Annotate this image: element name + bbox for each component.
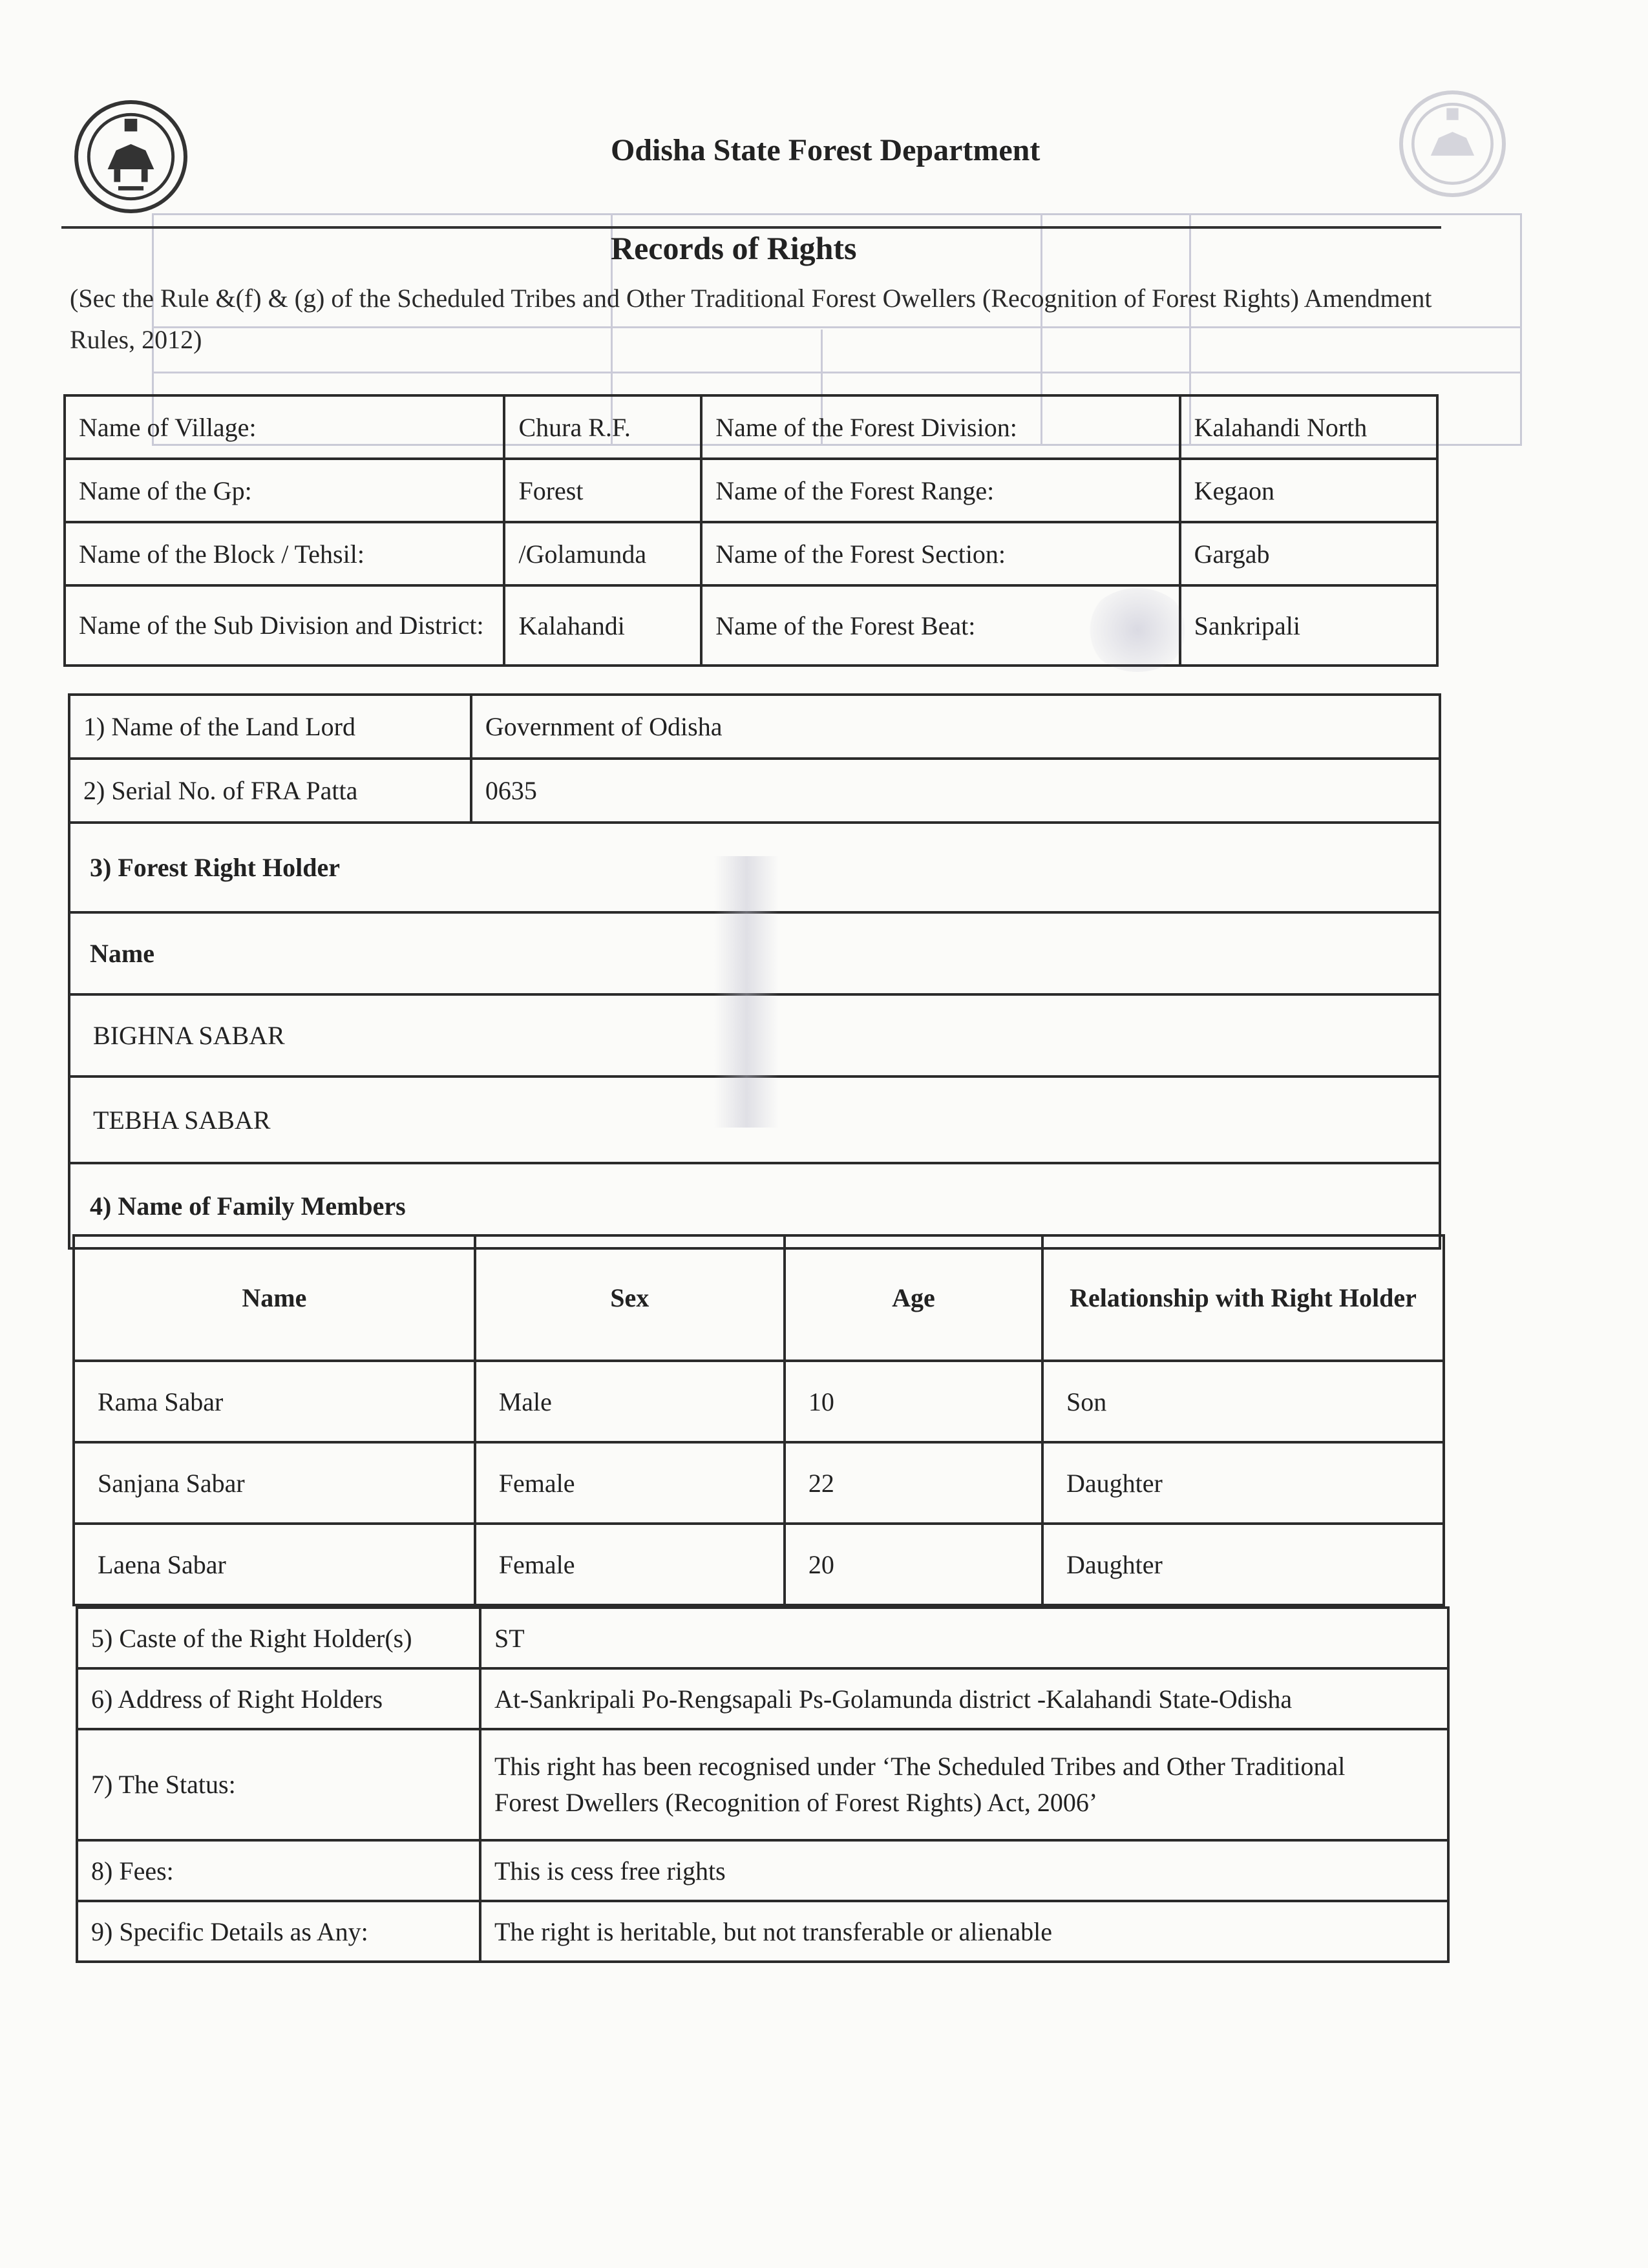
member-age: 10 [785, 1361, 1042, 1442]
status-label: 7) The Status: [77, 1729, 480, 1840]
column-header-name: Name [74, 1235, 475, 1361]
holder-name: TEBHA SABAR [69, 1076, 1440, 1163]
table-row [77, 1608, 1448, 1668]
caste-value: ST [480, 1608, 1448, 1668]
table-row [74, 1442, 1444, 1524]
family-members-table [72, 1234, 1445, 1606]
holder-name: BIGHNA SABAR [69, 994, 1440, 1076]
location-table [63, 394, 1439, 667]
member-sex: Female [475, 1524, 785, 1605]
forest-beat-value: Sankripali [1180, 585, 1437, 666]
department-title: Odisha State Forest Department [611, 133, 1041, 167]
table-row [77, 1840, 1448, 1901]
caste-label: 5) Caste of the Right Holder(s) [77, 1608, 480, 1668]
forest-right-holder-heading: 3) Forest Right Holder [69, 823, 1440, 912]
table-row [69, 695, 1440, 759]
sub-division-value: Kalahandi [504, 585, 701, 666]
details-table [76, 1606, 1450, 1963]
table-row [77, 1729, 1448, 1840]
table-row [74, 1524, 1444, 1605]
gp-value: Forest [504, 459, 701, 522]
records-title: Records of Rights [611, 230, 857, 266]
table-row [65, 585, 1437, 666]
gp-label: Name of the Gp: [65, 459, 504, 522]
status-value [480, 1729, 1448, 1840]
table-row [65, 459, 1437, 522]
table-row [77, 1901, 1448, 1962]
ink-stamp-mark [1086, 588, 1189, 672]
land-lord-value: Government of Odisha [471, 695, 1440, 759]
forest-range-label: Name of the Forest Range: [701, 459, 1179, 522]
member-relationship: Daughter [1042, 1524, 1444, 1605]
member-age: 20 [785, 1524, 1042, 1605]
table-row [65, 522, 1437, 585]
member-relationship: Daughter [1042, 1442, 1444, 1524]
specific-details-value: The right is heritable, but not transferable or alienable [480, 1901, 1448, 1962]
specific-details-label: 9) Specific Details as Any: [77, 1901, 480, 1962]
table-header-row [74, 1235, 1444, 1361]
sub-division-label: Name of the Sub Division and District: [65, 585, 504, 666]
table-row [65, 395, 1437, 459]
land-lord-label: 1) Name of the Land Lord [69, 695, 471, 759]
show-through-line [152, 372, 1522, 373]
member-name: Rama Sabar [74, 1361, 475, 1442]
forest-range-value: Kegaon [1180, 459, 1437, 522]
table-row [74, 1361, 1444, 1442]
member-relationship: Son [1042, 1361, 1444, 1442]
member-sex: Female [475, 1442, 785, 1524]
address-label: 6) Address of Right Holders [77, 1668, 480, 1729]
member-sex: Male [475, 1361, 785, 1442]
table-row [77, 1668, 1448, 1729]
faint-emblem-icon [1399, 90, 1506, 197]
name-heading: Name [69, 912, 1440, 994]
forest-section-label: Name of the Forest Section: [701, 522, 1179, 585]
forest-division-value: Kalahandi North [1180, 395, 1437, 459]
block-value: /Golamunda [504, 522, 701, 585]
scan-smudge [714, 856, 779, 1128]
column-header-relationship: Relationship with Right Holder [1042, 1235, 1444, 1361]
forest-beat-label: Name of the Forest Beat: [701, 585, 1179, 666]
member-name: Laena Sabar [74, 1524, 475, 1605]
column-header-age: Age [785, 1235, 1042, 1361]
odisha-emblem-icon [74, 100, 187, 213]
fees-value: This is cess free rights [480, 1840, 1448, 1901]
village-label: Name of Village: [65, 395, 504, 459]
status-line: This right has been recognised under ‘The Scheduled Tribes and Other Traditional [494, 1752, 1346, 1781]
member-age: 22 [785, 1442, 1042, 1524]
member-name: Sanjana Sabar [74, 1442, 475, 1524]
block-label: Name of the Block / Tehsil: [65, 522, 504, 585]
village-value: Chura R.F. [504, 395, 701, 459]
forest-section-value: Gargab [1180, 522, 1437, 585]
status-line: Forest Dwellers (Recognition of Forest Rights) Act, 2006’ [494, 1788, 1098, 1817]
fees-label: 8) Fees: [77, 1840, 480, 1901]
family-members-heading: 4) Name of Family Members [69, 1163, 1440, 1248]
address-value: At-Sankripali Po-Rengsapali Ps-Golamunda district -Kalahandi State-Odisha [480, 1668, 1448, 1729]
header-divider [61, 226, 1441, 229]
table-row [69, 759, 1440, 823]
rule-reference: (Sec the Rule &(f) & (g) of the Scheduled Tribes and Other Traditional Forest Owellers (Recognition of Forest Rights) Amendment Rules, 2012) [70, 284, 1432, 354]
serial-label: 2) Serial No. of FRA Patta [69, 759, 471, 823]
forest-division-label: Name of the Forest Division: [701, 395, 1179, 459]
serial-value: 0635 [471, 759, 1440, 823]
column-header-sex: Sex [475, 1235, 785, 1361]
